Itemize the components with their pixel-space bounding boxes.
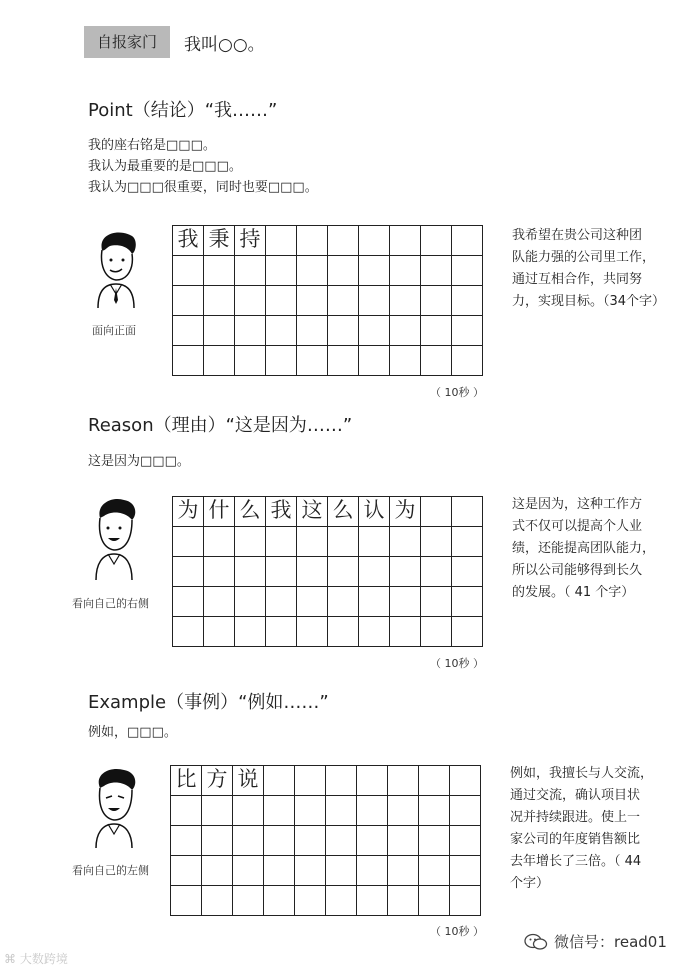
grid-cell: 为 — [173, 497, 204, 527]
grid-cell — [235, 286, 266, 316]
grid-cell — [202, 856, 233, 886]
grid-cell — [266, 557, 297, 587]
grid-cell — [357, 886, 388, 916]
grid-cell — [204, 256, 235, 286]
grid-cell — [390, 557, 421, 587]
footer-watermark-left: ⌘ 大数跨境 — [4, 952, 68, 966]
grid-cell — [233, 826, 264, 856]
grid-cell — [173, 256, 204, 286]
grid-cell — [297, 617, 328, 647]
grid-cell — [419, 796, 450, 826]
grid-cell — [328, 617, 359, 647]
section-title-example: Example（事例）“例如……” — [88, 692, 329, 713]
grid-cell — [297, 527, 328, 557]
grid-cell — [173, 316, 204, 346]
grid-cell — [452, 226, 483, 256]
person-looking-right-icon — [88, 496, 144, 580]
grid-cell — [297, 226, 328, 256]
grid-cell — [390, 316, 421, 346]
intro-text: 我叫○○。 — [184, 35, 265, 55]
grid-cell — [359, 256, 390, 286]
grid-cell: 么 — [328, 497, 359, 527]
grid-cell — [295, 856, 326, 886]
time-note: （ 10秒 ） — [430, 925, 484, 938]
grid-cell — [390, 346, 421, 376]
grid-cell — [452, 497, 483, 527]
grid-cell — [266, 226, 297, 256]
grid-cell — [235, 617, 266, 647]
grid-cell — [328, 316, 359, 346]
grid-cell — [235, 316, 266, 346]
grid-cell — [204, 316, 235, 346]
watermark-logo-icon: ⌘ — [4, 952, 20, 966]
grid-cell — [419, 766, 450, 796]
writing-grid — [172, 225, 483, 376]
time-note: （ 10秒 ） — [430, 657, 484, 670]
grid-cell — [266, 316, 297, 346]
grid-cell — [452, 346, 483, 376]
section-title-reason: Reason（理由）“这是因为……” — [88, 415, 353, 436]
grid-cell — [326, 826, 357, 856]
grid-cell — [419, 856, 450, 886]
grid-cell — [357, 796, 388, 826]
person-looking-left-icon — [88, 764, 144, 848]
grid-cell — [452, 286, 483, 316]
grid-cell — [452, 316, 483, 346]
grid-cell: 为 — [390, 497, 421, 527]
grid-cell: 我 — [266, 497, 297, 527]
grid-cell — [328, 346, 359, 376]
grid-cell — [266, 527, 297, 557]
body-line: 我认为□□□很重要，同时也要□□□。 — [88, 180, 318, 195]
grid-cell — [173, 587, 204, 617]
grid-cell — [204, 286, 235, 316]
grid-cell — [328, 587, 359, 617]
grid-cell — [357, 856, 388, 886]
footer-watermark-right: 微信号：read01 — [524, 931, 667, 952]
grid-cell — [421, 587, 452, 617]
example-text: 例如，我擅长与人交流， 通过交流，确认项目状 况并持续跟进。使上一 家公司的年度销售额比 去年增长了三倍。（ 44 个字） — [510, 766, 654, 891]
pose-caption: 看向自己的左侧 — [72, 864, 149, 877]
grid-cell — [326, 766, 357, 796]
grid-cell — [328, 256, 359, 286]
grid-cell — [264, 856, 295, 886]
grid-cell — [233, 886, 264, 916]
grid-cell — [233, 796, 264, 826]
grid-cell — [359, 527, 390, 557]
grid-cell — [390, 286, 421, 316]
writing-grid — [170, 765, 481, 916]
writing-grid — [172, 496, 483, 647]
grid-cell — [173, 527, 204, 557]
grid-cell — [266, 346, 297, 376]
grid-cell — [204, 557, 235, 587]
grid-cell — [266, 286, 297, 316]
grid-cell — [388, 826, 419, 856]
grid-cell — [235, 587, 266, 617]
grid-cell — [295, 886, 326, 916]
grid-cell — [204, 617, 235, 647]
grid-cell — [235, 557, 266, 587]
grid-cell — [173, 617, 204, 647]
grid-cell — [388, 886, 419, 916]
grid-cell — [328, 527, 359, 557]
grid-cell — [233, 856, 264, 886]
grid-cell — [266, 256, 297, 286]
grid-cell: 这 — [297, 497, 328, 527]
grid-cell — [328, 557, 359, 587]
grid-cell — [452, 527, 483, 557]
grid-cell — [450, 796, 481, 826]
grid-cell — [421, 226, 452, 256]
body-line: 我认为最重要的是□□□。 — [88, 159, 242, 174]
grid-cell — [297, 346, 328, 376]
grid-cell — [297, 587, 328, 617]
grid-cell — [173, 286, 204, 316]
intro-tag: 自报家门 — [84, 26, 170, 58]
grid-cell — [421, 497, 452, 527]
grid-cell — [297, 557, 328, 587]
grid-cell — [359, 557, 390, 587]
grid-cell — [390, 226, 421, 256]
grid-cell — [388, 796, 419, 826]
grid-cell: 秉 — [204, 226, 235, 256]
grid-cell: 认 — [359, 497, 390, 527]
grid-cell — [421, 256, 452, 286]
grid-cell — [171, 886, 202, 916]
grid-cell — [421, 527, 452, 557]
grid-cell — [452, 617, 483, 647]
grid-cell — [297, 316, 328, 346]
grid-cell: 持 — [235, 226, 266, 256]
grid-cell — [419, 886, 450, 916]
grid-cell — [173, 346, 204, 376]
grid-cell — [388, 856, 419, 886]
body-line: 我的座右铭是□□□。 — [88, 138, 216, 153]
grid-cell — [359, 587, 390, 617]
pose-caption: 面向正面 — [92, 324, 136, 337]
grid-cell — [452, 557, 483, 587]
grid-cell — [204, 527, 235, 557]
grid-cell — [390, 256, 421, 286]
grid-cell — [264, 796, 295, 826]
pose-caption: 看向自己的右侧 — [72, 597, 149, 610]
grid-cell — [359, 316, 390, 346]
grid-cell — [359, 617, 390, 647]
grid-cell: 么 — [235, 497, 266, 527]
body-line: 这是因为□□□。 — [88, 454, 190, 469]
grid-cell — [421, 557, 452, 587]
grid-cell — [328, 286, 359, 316]
grid-cell — [421, 617, 452, 647]
grid-cell: 什 — [204, 497, 235, 527]
grid-cell — [295, 766, 326, 796]
grid-cell — [266, 587, 297, 617]
grid-cell: 比 — [171, 766, 202, 796]
grid-cell — [297, 286, 328, 316]
grid-cell — [171, 826, 202, 856]
grid-cell — [357, 826, 388, 856]
grid-cell — [390, 527, 421, 557]
grid-cell: 方 — [202, 766, 233, 796]
grid-cell — [359, 346, 390, 376]
grid-cell — [235, 527, 266, 557]
grid-cell — [421, 346, 452, 376]
time-note: （ 10秒 ） — [430, 386, 484, 399]
grid-cell — [171, 856, 202, 886]
grid-cell — [328, 226, 359, 256]
section-title-point: Point（结论）“我……” — [88, 100, 278, 121]
grid-cell — [171, 796, 202, 826]
grid-cell — [202, 886, 233, 916]
grid-cell — [202, 796, 233, 826]
grid-cell — [450, 766, 481, 796]
grid-cell — [264, 886, 295, 916]
grid-cell — [173, 557, 204, 587]
grid-cell — [204, 587, 235, 617]
grid-cell — [295, 826, 326, 856]
grid-cell — [388, 766, 419, 796]
example-text: 我希望在贵公司这种团 队能力强的公司里工作， 通过互相合作，共同努 力，实现目标。（34个字） — [512, 228, 666, 309]
grid-cell: 我 — [173, 226, 204, 256]
person-facing-front-icon — [88, 226, 144, 308]
grid-cell — [421, 316, 452, 346]
grid-cell — [202, 826, 233, 856]
grid-cell — [204, 346, 235, 376]
grid-cell — [450, 886, 481, 916]
grid-cell — [357, 766, 388, 796]
grid-cell: 说 — [233, 766, 264, 796]
grid-cell — [452, 256, 483, 286]
grid-cell — [390, 617, 421, 647]
grid-cell — [450, 856, 481, 886]
grid-cell — [235, 256, 266, 286]
grid-cell — [359, 286, 390, 316]
grid-cell — [359, 226, 390, 256]
grid-cell — [390, 587, 421, 617]
grid-cell — [266, 617, 297, 647]
example-text: 这是因为，这种工作方 式不仅可以提高个人业 绩，还能提高团队能力， 所以公司能够得到长久 的发展。（ 41 个字） — [512, 497, 656, 600]
grid-cell — [264, 826, 295, 856]
grid-cell — [452, 587, 483, 617]
grid-cell — [264, 766, 295, 796]
wechat-icon — [524, 933, 548, 951]
grid-cell — [326, 886, 357, 916]
grid-cell — [235, 346, 266, 376]
grid-cell — [295, 796, 326, 826]
body-line: 例如，□□□。 — [88, 725, 177, 740]
grid-cell — [421, 286, 452, 316]
grid-cell — [297, 256, 328, 286]
grid-cell — [450, 826, 481, 856]
grid-cell — [326, 856, 357, 886]
grid-cell — [326, 796, 357, 826]
grid-cell — [419, 826, 450, 856]
